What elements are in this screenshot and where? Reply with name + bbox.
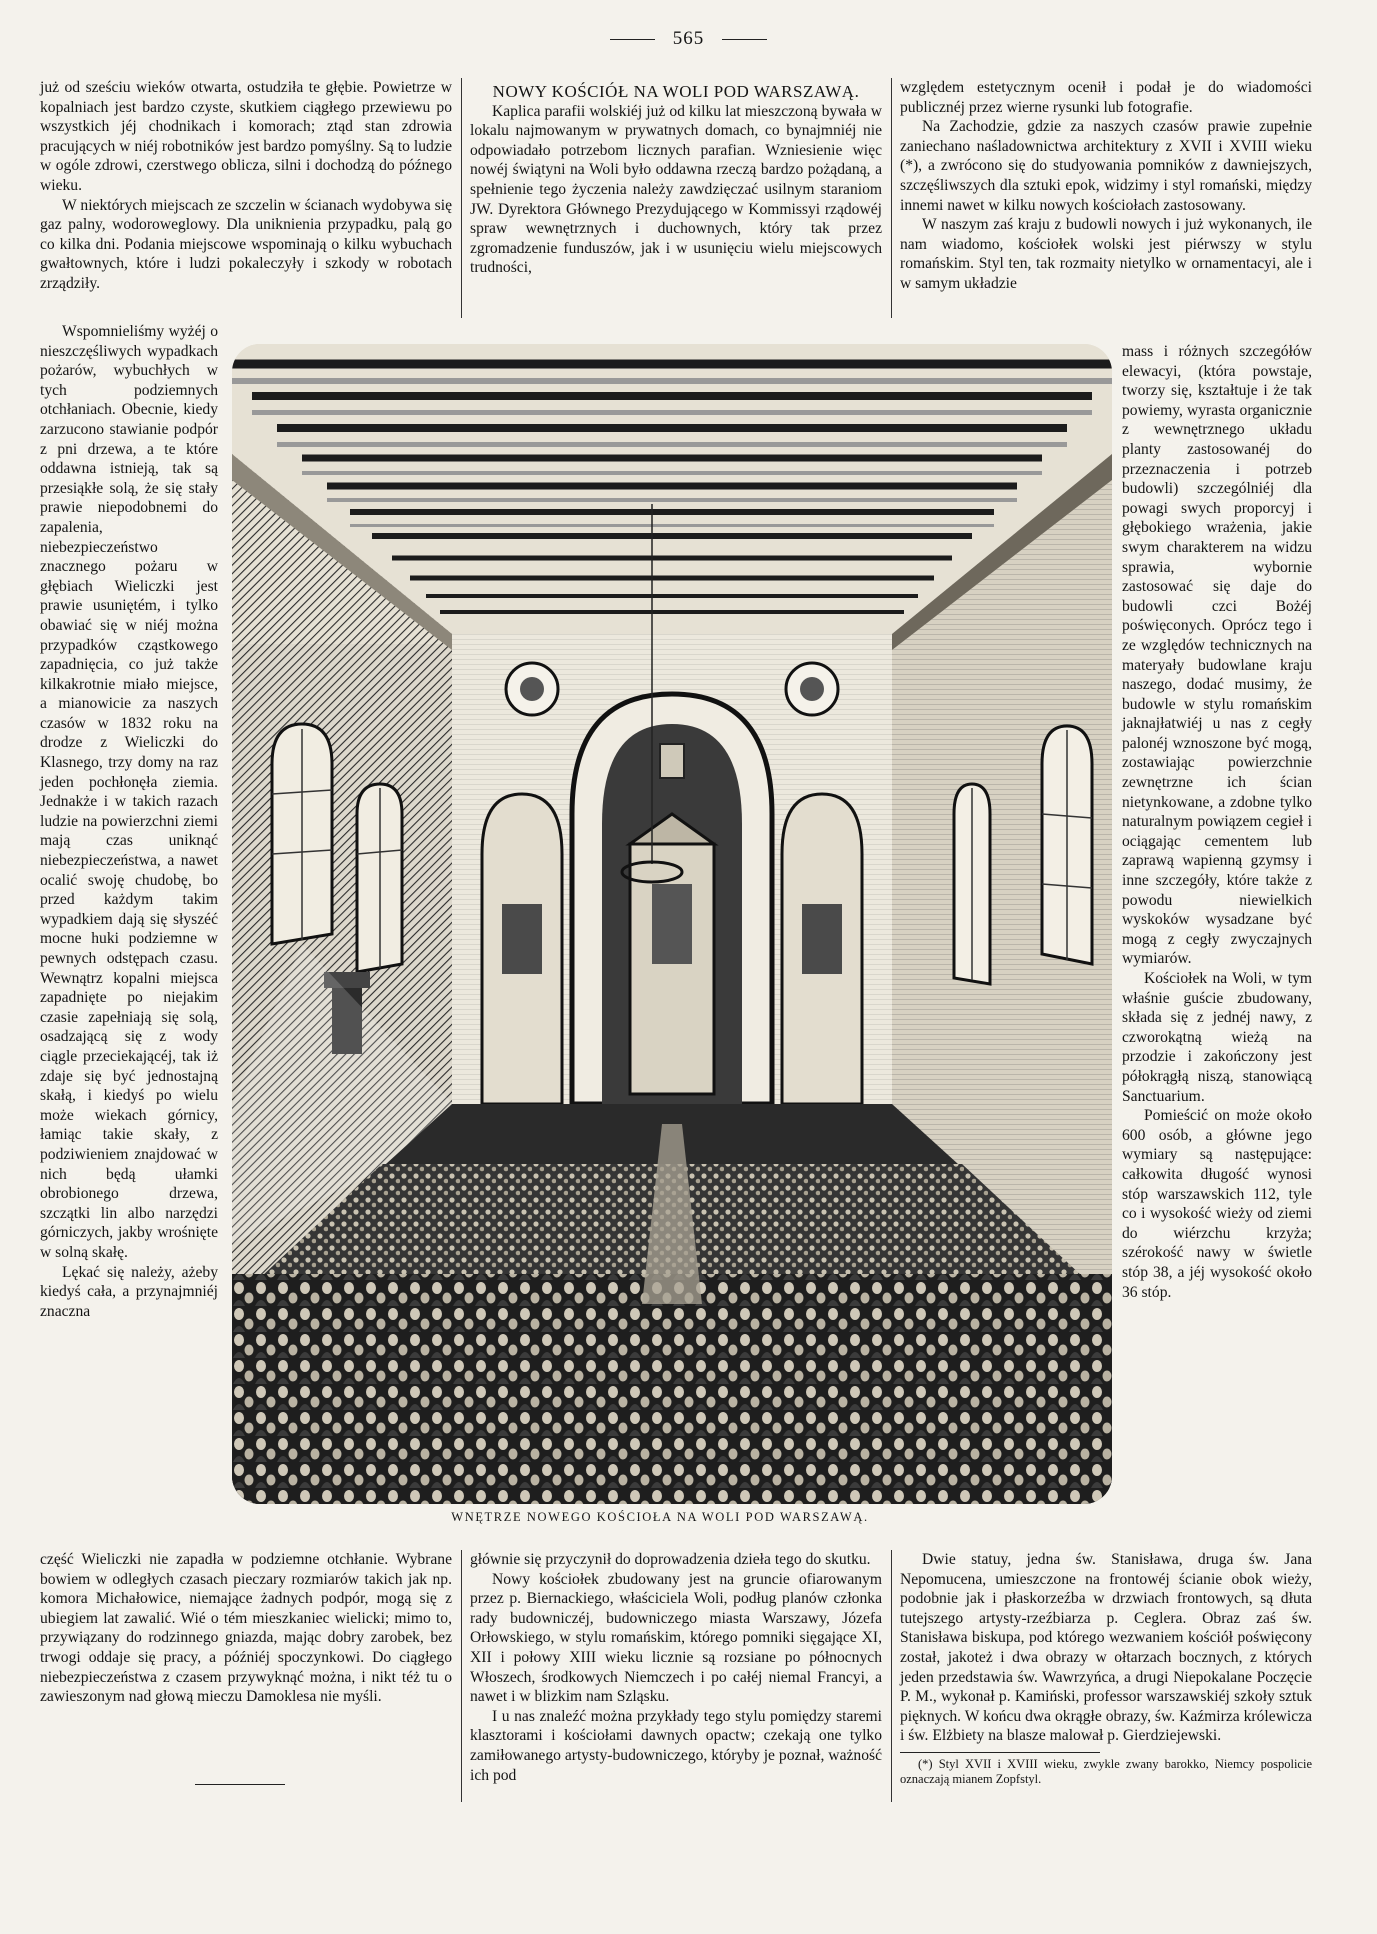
column-1-bottom — [40, 1550, 452, 1707]
column-1-wrap — [40, 322, 218, 1321]
paragraph: mass i różnych szczegółów elewacyi, (która powstaje, tworzy się, kształtuje i że tak powiemy, wyrasta organicznie z wewnętrznego układu planty zastosowanéj do przeznaczenia i potrzeb budowli) szczególniéj dla powagi swych proporcyj i głębokiego wrażenia, jakie swym charakterem na widzu sprawia, wybornie zastosować się daje do budowli czci Bożéj poświęconych. Oprócz tego i ze względów technicznych na materyały budowlane kraju naszego, dodać musimy, że budowle w stylu romańskim jaknajłatwiéj u nas z cegły palonéj wznoszone być mogą, zostawiając powierzchnie zewnętrzne ich ścian nietynkowane, a zdobne tylko naturalnym powiązem cegieł i ociągając cementem lub zaprawą wapienną gzymsy i inne szczegóły, które także z powodu niewielkich wyskoków wysadzane być mogą z cegły zwyczajnych wymiarów. — [1122, 343, 1312, 968]
church-interior-engraving — [232, 344, 1112, 1504]
column-rule — [461, 1550, 462, 1802]
footnote-text: (*) Styl XVII i XVIII wieku, zwykle zwany barokko, Niemcy pospolicie oznaczają mianem Zopfstyl. — [900, 1756, 1312, 1786]
paragraph: Kaplica parafii wolskiéj już od kilku lat mieszczoną bywała w lokalu najmowanym w prywatnych domach, co bynajmniéj nie odpowiadało potrzebom licznych parafian. Wzniesienie więc nowéj świątyni na Woli było oddawna rzeczą bardzo pożądaną, a spełnienie tego życzenia należy zawdzięczać usilnym staraniom JW. Dyrektora Głównego Prezydującego w Kommissyi rządowéj spraw wewnętrznych i duchownych, który tak przez zgromadzenie funduszów, jak i w usunięciu wielu miejscowych trudności, — [470, 102, 882, 277]
footnote-rule — [900, 1752, 1100, 1753]
column-rule — [461, 78, 462, 318]
paragraph: Kościołek na Woli, w tym właśnie guście zbudowany, składa się z jednéj nawy, z czworokątną wieżą na przodzie i zakończony jest półokrągłą niszą, stanowiącą Sanctuarium. — [1122, 970, 1312, 1105]
engraving-drawing — [232, 344, 1112, 1504]
column-1-top — [40, 78, 452, 294]
column-2-top — [470, 82, 882, 278]
paragraph: I u nas znaleźć można przykłady tego stylu pomiędzy staremi klasztorami i kościołami dawnych opactw; czekają one tylko zamiłowanego artysty-budowniczego, któryby je poznał, ważność ich pod — [470, 1707, 882, 1784]
end-rule — [195, 1784, 285, 1785]
paragraph: W naszym zaś kraju z budowli nowych i już wykonanych, ile nam wiadomo, kościołek wolski jest piérwszy w stylu romańskim. Styl ten, tak rozmaity nietylko w ornamentacyi, ale i w samym układzie — [900, 216, 1312, 292]
paragraph: głównie się przyczynił do doprowadzenia dzieła tego do skutku. — [470, 1551, 871, 1568]
column-3-wrap — [1122, 342, 1312, 1302]
paragraph: Pomieścić on może około 600 osób, a główne jego wymiary są następujące: całkowita długość wynosi stóp warszawskich 112, tyle co i wysokość wieży od ziemi do wiérzchu krzyża; szérokość nawy w świetle stóp 38, a jéj wysokość około 36 stóp. — [1122, 1107, 1312, 1301]
paragraph: Lękać się należy, ażeby kiedyś cała, a przynajmniéj znaczna — [40, 1263, 218, 1320]
paragraph: Wspomnieliśmy wyżéj o nieszczęśliwych wypadkach pożarów, wybuchłych w tych podziemnych otchłaniach. Obecnie, kiedy zarzucono stawianie podpór z pni drzewa, a te które oddawna istnieją, tak są przesiąkłe solą, że się stały prawie niepodobnemi do zapalenia, niebezpieczeństwo znacznego pożaru w głębiach Wieliczki jest prawie usuniętém, i tylko obawiać się w niéj można przypadków cząstkowego zapadnięcia, co już także kilkakrotnie miało miejsce, a mianowicie za naszych czasów w 1832 roku na drodze z Wieliczki do Klasnego, trzy domy na raz jeden pochłonęła ziemia. Jednakże i w takich razach ludzie na powierzchni ziemi mają czas uniknąć niebezpieczeństwa, a nawet ocalić swoję chudobę, bo przed każdym takim wypadkiem dają się słyszéć mocne huki podziemne w pewnych odstępach czasu. Wewnątrz kopalni miejsca zapadnięte po niejakim czasie zapełniają się solą, osadzającą się z wody ciągle przeciekającéj, tak iż zdaje się być jednostajną skałą, i kiedyś po wielu może wiekach górnicy, łamiąc takie skały, z podziwieniem znajdować w nich będą ułamki obrobionego drzewa, szczątki lin albo narzędzi górniczych, jakby wrośnięte w solną skałę. — [40, 323, 218, 1261]
paragraph: Na Zachodzie, gdzie za naszych czasów prawie zupełnie zaniechano naśladownictwa architektury z XVII i XVIII wieku (*), a zwrócono się do studyowania pomników z dawniejszych, szczęśliwszych dla sztuki epok, widzimy i styl romański, między innemi nawet w kilku nowych kościołach zastosowany. — [900, 118, 1312, 214]
column-3-bottom — [900, 1550, 1312, 1787]
paragraph: część Wieliczki nie zapadła w podziemne otchłanie. Wybrane bowiem w odległych czasach pieczary rozmiarów takich jak np. komora Michałowice, niemające żadnych podpór, mogą się z ubiegiem lat zawalić. Wié o tém mieszkaniec wielicki; mimo to, przywiązany do rodzinnego gniazda, mając dobry zarobek, bez trwogi oddaje się pracy, a późniéj spoczynkowi. Do ciągłego niebezpieczeństwa z czasem przywyknąć można, i nikt téż tu o zawieszonym nad głową mieczu Damoklesa nie myśli. — [40, 1551, 452, 1706]
engraving-caption: WNĘTRZE NOWEGO KOŚCIOŁA NA WOLI POD WARSZAWĄ. — [451, 1510, 869, 1524]
article-title: NOWY KOŚCIÓŁ NA WOLI POD WARSZAWĄ. — [492, 82, 860, 101]
footnote — [900, 1757, 1312, 1787]
page-number: 565 — [0, 28, 1377, 50]
column-rule — [891, 1550, 892, 1802]
column-rule — [891, 78, 892, 318]
paragraph: już od sześciu wieków otwarta, ostudziła te głębie. Powietrze w kopalniach jest bardzo czyste, skutkiem ciągłego przewiewu po wszystkich jéj chodnikach i komorach; ztąd stan zdrowia pracujących w niéj robotników jest bardzo pomyślny. Są to ludzie w ogóle zdrowi, czerstwego oblicza, silni i dochodzą do późnego wieku. — [40, 79, 452, 194]
column-2-bottom — [470, 1550, 882, 1785]
paragraph: Nowy kościołek zbudowany jest na gruncie ofiarowanym przez p. Biernackiego, właściciela Woli, podług planów członka rady budowniczéj, budowniczego miasta Warszawy, Józefa Orłowskiego, w stylu romańskim, którego pomniki sięgające XI, XII i połowy XIII wieku licznie są rozsiane po północnych Włoszech, środkowych Niemczech i po całéj niemal Francyi, a nawet i w blizkim nam Szląsku. — [470, 1570, 882, 1706]
paragraph: W niektórych miejscach ze szczelin w ścianach wydobywa się gaz palny, wodoroweglowy. Dla uniknienia przypadku, palą go co kilka dni. Podania miejscowe wspominają o kilku wybuchach gwałtownych, które i ludzi pokaleczyły i szkody w robotach zrządziły. — [40, 196, 452, 292]
paragraph: względem estetycznym ocenił i podał je do wiadomości publicznéj przez wierne rysunki lub fotografie. — [900, 79, 1312, 116]
paragraph: Dwie statuy, jedna św. Stanisława, druga św. Jana Nepomucena, umieszczone na frontowéj ścianie obok wieży, podobnie jak i płaskorzeźba w drzwiach frontowych, są dłuta tutejszego artysty-rzeźbiarza p. Ceglera. Obraz zaś św. Stanisława biskupa, pod którego wezwaniem kościół poświęcony został, jakoteż i dwa obrazy w ołtarzach bocznych, z których jeden przedstawia św. Wawrzyńca, a drugi Niepokalane Poczęcie P. M., wykonał p. Kamiński, professor warszawskiéj szkoły sztuk pięknych. W końcu dwa okrągłe obrazy, św. Kaźmirza królewicza i św. Elżbiety na blasze malował p. Gierdziejewski. — [900, 1551, 1312, 1745]
column-3-top — [900, 78, 1312, 294]
